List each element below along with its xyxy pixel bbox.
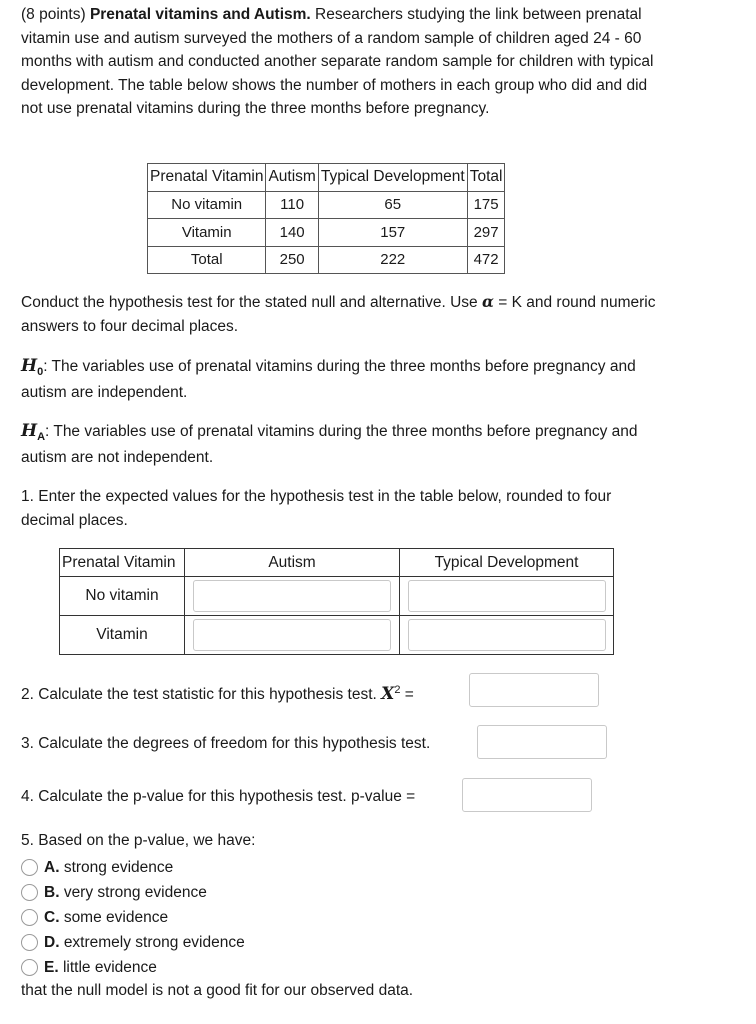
h0-subscript: 0 (37, 366, 44, 378)
instructions-after: = K and round numeric answers to four decimal places. (21, 294, 656, 335)
conclusion-text: that the null model is not a good fit for our observed data. (21, 982, 414, 999)
expected-cell (185, 616, 400, 655)
observed-header-row (148, 164, 505, 192)
option-text: extremely strong evidence (63, 934, 245, 951)
observed-cell: 250 (266, 246, 318, 274)
observed-row (148, 219, 505, 247)
ha-text: : The variables use of prenatal vitamins during the three months before pregnancy and autism are not independent. (21, 423, 638, 466)
expected-cell (400, 577, 614, 616)
problem-title: Prenatal vitamins and Autism. (89, 6, 311, 23)
expected-row (60, 577, 614, 616)
null-hypothesis (21, 355, 661, 404)
radio-button[interactable] (21, 959, 38, 976)
expected-cell (185, 577, 400, 616)
expected-row-label: No vitamin (60, 577, 185, 616)
intro-text: Researchers studying the link between prenatal vitamin use and autism surveyed the mothers of a random sample of children aged 24 - 60 months with autism and conducted another separate random sample for children with typical development. The table below shows the number of mothers in each group who did and did not use prenatal vitamins during the three months before pregnancy. (21, 6, 654, 118)
expected-table (59, 548, 614, 655)
observed-header: Typical Development (318, 164, 467, 192)
expected-header: Typical Development (400, 549, 614, 577)
expected-vitamin-typical-input[interactable] (408, 619, 606, 651)
q2-equals: = (404, 686, 414, 704)
chi-square-symbol: X (381, 684, 395, 705)
instructions (21, 290, 661, 338)
observed-cell: 140 (266, 219, 318, 247)
observed-cell: 222 (318, 246, 467, 274)
radio-button[interactable] (21, 934, 38, 951)
expected-header-row (60, 549, 614, 577)
observed-header: Autism (266, 164, 318, 192)
expected-vitamin-autism-input[interactable] (193, 619, 391, 651)
option-text: little evidence (62, 959, 157, 976)
observed-cell: 175 (467, 191, 505, 219)
observed-table (147, 163, 505, 274)
observed-cell: 472 (467, 246, 505, 274)
alternative-hypothesis (21, 420, 661, 469)
expected-header: Autism (185, 549, 400, 577)
option-text: some evidence (63, 909, 169, 926)
option-text: very strong evidence (63, 884, 207, 901)
radio-button[interactable] (21, 909, 38, 926)
observed-cell: 297 (467, 219, 505, 247)
expected-row-label: Vitamin (60, 616, 185, 655)
option-text: strong evidence (63, 859, 174, 876)
observed-cell: No vitamin (148, 191, 266, 219)
observed-cell: Total (148, 246, 266, 274)
observed-cell: 110 (266, 191, 318, 219)
observed-cell: Vitamin (148, 219, 266, 247)
ha-subscript: A (37, 431, 46, 443)
observed-row (148, 191, 505, 219)
question-3: 3. Calculate the degrees of freedom for this hypothesis test. (21, 735, 431, 752)
h0-text: : The variables use of prenatal vitamins during the three months before pregnancy and autism are independent. (21, 358, 636, 401)
option-letter: B. (44, 884, 60, 901)
question-5: 5. Based on the p-value, we have: (21, 832, 256, 849)
observed-cell: 65 (318, 191, 467, 219)
alpha-symbol: α (481, 292, 494, 311)
option-letter: C. (44, 909, 60, 926)
test-statistic-input[interactable] (469, 673, 599, 707)
chi-square-exponent: 2 (394, 684, 401, 696)
option-letter: A. (44, 859, 60, 876)
radio-button[interactable] (21, 859, 38, 876)
expected-cell (400, 616, 614, 655)
expected-no-vitamin-typical-input[interactable] (408, 580, 606, 612)
expected-no-vitamin-autism-input[interactable] (193, 580, 391, 612)
observed-row (148, 246, 505, 274)
option-letter: D. (44, 934, 60, 951)
degrees-of-freedom-input[interactable] (477, 725, 607, 759)
expected-header: Prenatal Vitamin (60, 549, 185, 577)
ha-symbol: H (21, 421, 38, 441)
points-label: (8 points) (21, 6, 86, 23)
question-2 (21, 679, 414, 706)
question-1: 1. Enter the expected values for the hypothesis test in the table below, rounded to four decimal places. (21, 488, 612, 529)
observed-cell: 157 (318, 219, 467, 247)
instructions-before: Conduct the hypothesis test for the stated null and alternative. Use (21, 294, 478, 311)
h0-symbol: H (21, 356, 38, 376)
observed-header: Prenatal Vitamin (148, 164, 266, 192)
intro-paragraph (21, 3, 661, 121)
question-4: 4. Calculate the p-value for this hypothesis test. p-value = (21, 788, 416, 805)
p-value-input[interactable] (462, 778, 592, 812)
option-letter: E. (44, 959, 59, 976)
radio-button[interactable] (21, 884, 38, 901)
q2-text: 2. Calculate the test statistic for this hypothesis test. (21, 686, 377, 704)
observed-header: Total (467, 164, 505, 192)
expected-row (60, 616, 614, 655)
